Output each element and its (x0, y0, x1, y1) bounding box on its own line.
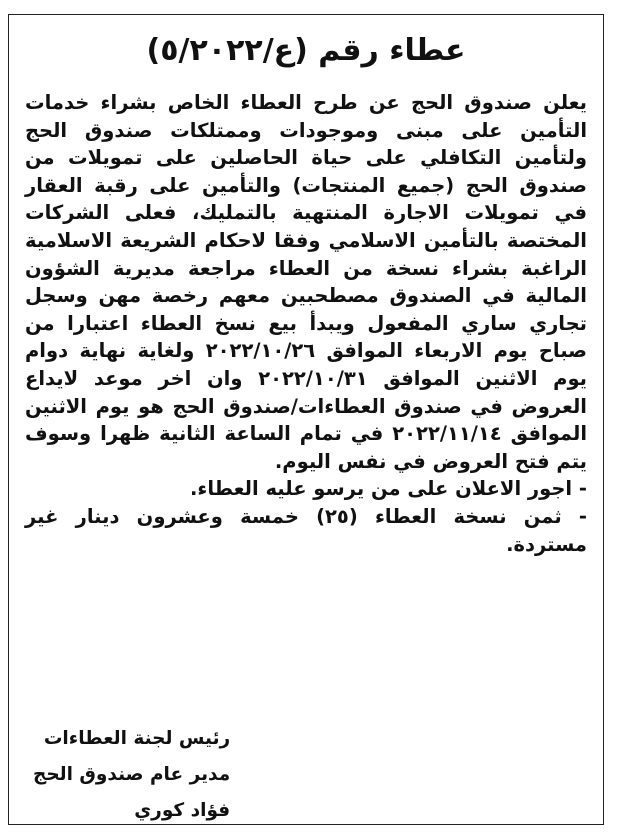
signature-committee-chair: رئيس لجنة العطاءات (43, 728, 231, 749)
signature-block (33, 721, 230, 829)
announcement-body (25, 89, 587, 558)
announcement-paragraph: يعلن صندوق الحج عن طرح العطاء الخاص بشراء خدمات التأمين على مبنى وموجودات وممتلكات صندوق الحج ولتأمين التكافلي على حياة الحاصلين على تمويلات من صندوق الحج (جميع المنتجات) والتأمين على رقبة العقار في تمويلات الاجارة المنتهية بالتمليك، فعلى الشركات المختصة بالتأمين الاسلامي وفقا لاحكام الشريعة الاسلامية الراغبة بشراء نسخة من العطاء مراجعة مديرية الشؤون المالية في الصندوق مصطحبين معهم رخصة مهن وسجل تجاري ساري المفعول ويبدأ بيع نسخ العطاء اعتبارا من صباح يوم الاربعاء الموافق ٢٠٢٢/١٠/٢٦ ولغاية نهاية دوام يوم الاثنين الموافق ٢٠٢٢/١٠/٣١ وان اخر موعد لايداع العروض في صندوق العطاءات/صندوق الحج هو يوم الاثنين الموافق ٢٠٢٢/١١/١٤ في تمام الساعة الثانية ظهرا وسوف يتم فتح العروض في نفس اليوم. (25, 91, 587, 473)
note-advertising-fees: - اجور الاعلان على من يرسو عليه العطاء. (189, 477, 587, 501)
tender-title: عطاء رقم (ع/٥/٢٠٢٢) (146, 33, 466, 68)
announcement-frame (8, 14, 604, 825)
note-tender-price: - ثمن نسخة العطاء (٢٥) خمسة وعشرون دينار غير مستردة. (25, 504, 587, 556)
signature-name: فؤاد كوري (134, 800, 231, 821)
signature-director-general: مدير عام صندوق الحج (33, 764, 231, 785)
